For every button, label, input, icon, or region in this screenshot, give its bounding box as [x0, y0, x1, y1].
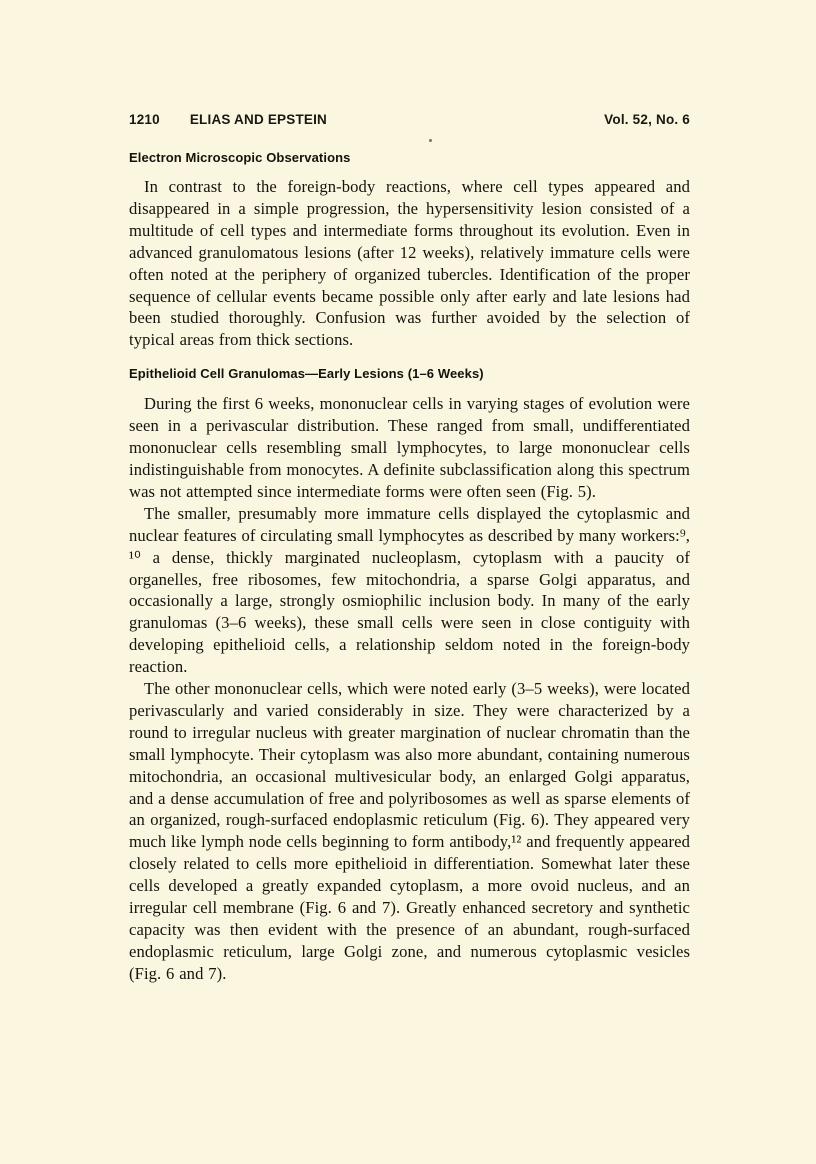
- section-heading-electron-microscopic-observations: Electron Microscopic Observations: [129, 150, 351, 165]
- volume-issue: Vol. 52, No. 6: [604, 112, 690, 127]
- page-number: 1210: [129, 112, 160, 127]
- paragraph: In contrast to the foreign-body reactions, where cell types appeared and disappeared in a simple progression, the hypersensitivity lesion consisted of a multitude of cell types and intermediate forms throughout its evolution. Even in advanced granulomatous lesions (after 12 weeks), relatively immature cells were often noted at the periphery of organized tubercles. Identification of the proper sequence of cellular events became possible only after early and late lesions had been studied thoroughly. Confusion was further avoided by the selection of typical areas from thick sections.: [129, 177, 690, 350]
- scan-artifact-dot: [429, 139, 432, 142]
- article-body: [129, 150, 690, 985]
- paragraph: During the first 6 weeks, mononuclear cells in varying stages of evolution were seen in a perivascular distribution. These ranged from small, undifferentiated mononuclear cells resembling small lymphocytes, to large mononuclear cells indistinguishable from monocytes. A definite subclassification along this spectrum was not attempted since intermediate forms were often seen (Fig. 5).: [129, 394, 690, 501]
- paragraph: The smaller, presumably more immature cells displayed the cytoplasmic and nuclear features of circulating small lymphocytes as described by many workers:⁹, ¹⁰ a dense, thickly marginated nucleoplasm, cytoplasm with a paucity of organelles, free ribosomes, few mitochondria, a sparse Golgi apparatus, and occasionally a large, strongly osmiophilic inclusion body. In many of the early granulomas (3–6 weeks), these small cells were seen in close contiguity with developing epithelioid cells, a relationship seldom noted in the foreign-body reaction.: [129, 503, 690, 677]
- paragraph: The other mononuclear cells, which were noted early (3–5 weeks), were located perivascularly and varied considerably in size. They were characterized by a round to irregular nucleus with greater margination of nuclear chromatin than the small lymphocyte. Their cytoplasm was also more abundant, containing numerous mitochondria, an occasional multivesicular body, an enlarged Golgi apparatus, and a dense accumulation of free and polyribosomes as well as sparse elements of an organized, rough-surfaced endoplasmic reticulum (Fig. 6). They appeared very much like lymph node cells beginning to form antibody,¹² and frequently appeared closely related to cells more epithelioid in differentiation. Somewhat later these cells developed a greatly expanded cytoplasm, a more ovoid nucleus, and an irregular cell membrane (Fig. 6 and 7). Greatly enhanced secretory and synthetic capacity was then evident with the presence of an abundant, rough-surfaced endoplasmic reticulum, large Golgi zone, and numerous cytoplasmic vesicles (Fig. 6 and 7).: [129, 679, 690, 983]
- page-header: [129, 112, 690, 127]
- running-head-authors: ELIAS AND EPSTEIN: [189, 112, 328, 127]
- section-heading-epithelioid-cell-granulomas: Epithelioid Cell Granulomas—Early Lesions (1–6 Weeks): [129, 366, 484, 382]
